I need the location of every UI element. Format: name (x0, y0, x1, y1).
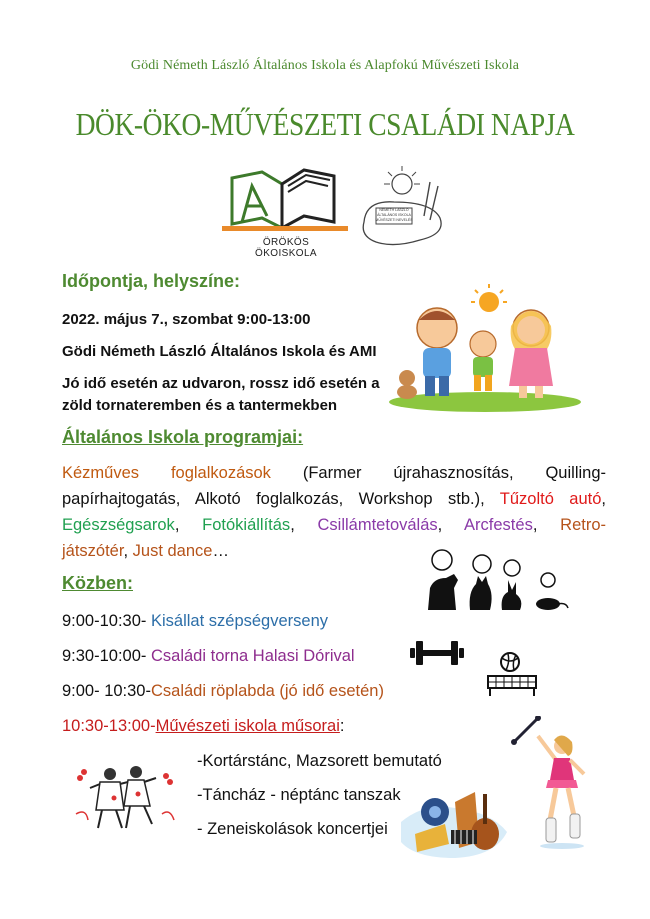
program-crafts-detail-1: (Farmer újrahasznosítás, Quilling- (302, 464, 606, 482)
meanwhile-time: 9:00-10:30- (62, 612, 147, 630)
majorette-dancer-illustration (508, 716, 594, 850)
eco-logo-caption: ÖRÖKÖS ÖKOISKOLA (255, 237, 317, 259)
program-health: Egészségsarok (62, 516, 175, 534)
art-school-label: Művészeti iskola műsorai (155, 717, 340, 735)
program-crafts-detail-2: papírhajtogatás, Alkotó foglalkozás, Workshop stb.), (62, 490, 485, 508)
programs-line-3: Egészségsarok, Fotókiállítás, Csillámtetoválás, Arcfestés, Retro- (62, 516, 606, 534)
meanwhile-label: Kisállat szépségverseny (151, 612, 329, 630)
venue-heading: Időpontja, helyszíne: (62, 271, 241, 291)
art-school-logo-caption: NÉMETH LÁSZLÓ ÁLTALÁNOS ISKOLA MŰVÉSZETI NEVELÉS (375, 208, 413, 222)
meanwhile-time: 9:00- 10:30- (62, 682, 151, 700)
program-fire-truck: Tűzoltó autó (499, 490, 602, 508)
program-facepaint: Arcfestés (464, 516, 533, 534)
event-place: Gödi Németh László Általános Iskola és AMI (62, 343, 377, 360)
school-name: Gödi Németh László Általános Iskola és Alapfokú Művészeti Iskola (130, 58, 520, 73)
program-just-dance: Just dance (132, 542, 213, 560)
meanwhile-heading: Közben: (62, 573, 133, 593)
meanwhile-label: Családi torna Halasi Dórival (151, 647, 355, 665)
logo-underline (222, 226, 348, 231)
art-school-time: 10:30-13:00- (62, 717, 156, 735)
volleyball-net-icon (486, 652, 538, 696)
weather-line-1: Jó idő esetén az udvaron, rossz idő esetén a (62, 375, 380, 392)
music-instruments-illustration (395, 772, 513, 864)
meanwhile-item (62, 678, 384, 704)
programs-line-4: játszótér, Just dance… (62, 542, 229, 560)
meanwhile-time: 9:30-10:00- (62, 647, 147, 665)
dumbbell-icon (410, 638, 464, 668)
pets-icon (420, 544, 570, 612)
art-school-logo (354, 162, 450, 254)
programs-heading: Általános Iskola programjai: (62, 427, 304, 447)
folk-dancers-illustration (70, 758, 180, 832)
programs-line-1 (62, 460, 606, 486)
weather-line-2: zöld tornateremben és a tantermekben (62, 397, 338, 414)
meanwhile-item (62, 608, 328, 634)
family-illustration (385, 282, 585, 412)
programs-line-2: papírhajtogatás, Alkotó foglalkozás, Workshop stb.), Tűzoltó autó, (62, 490, 606, 508)
art-school-item: -Táncház - néptánc tanszak (197, 786, 401, 804)
page-title: DÖK-ÖKO-MŰVÉSZETI CSALÁDI NAPJA (75, 106, 575, 142)
art-school-heading: 10:30-13:00-Művészeti iskola műsorai: (62, 717, 345, 735)
meanwhile-item (62, 643, 355, 669)
art-school-item: - Zeneiskolások koncertjei (197, 820, 388, 838)
program-crafts: Kézműves foglalkozások (62, 464, 271, 482)
program-tattoo: Csillámtetoválás (317, 516, 438, 534)
art-school-item: -Kortárstánc, Mazsorett bemutató (197, 752, 442, 770)
program-retro-2: játszótér (62, 542, 124, 560)
program-photo: Fotókiállítás (202, 516, 291, 534)
program-retro-1: Retro- (560, 516, 606, 534)
meanwhile-label: Családi röplabda (jó idő esetén) (150, 682, 384, 700)
event-date: 2022. május 7., szombat 9:00-13:00 (62, 311, 311, 328)
